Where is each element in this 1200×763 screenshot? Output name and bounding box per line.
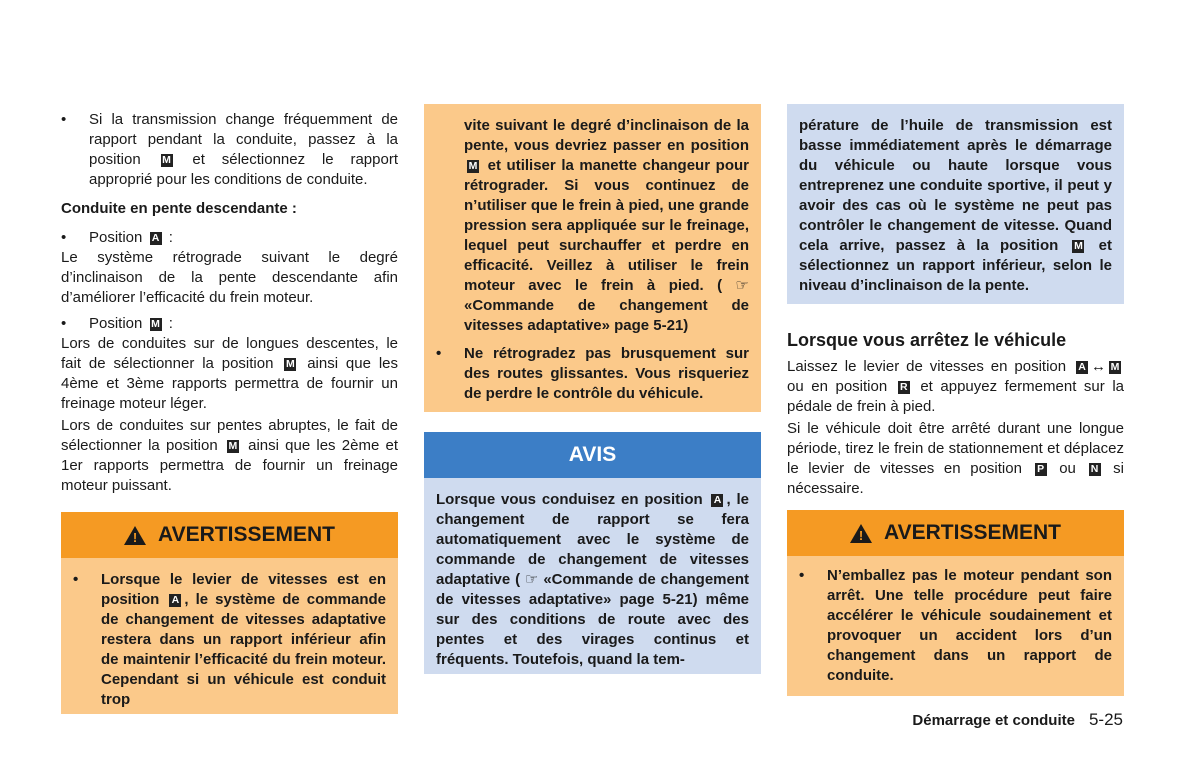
reference-icon: ☞ xyxy=(524,571,539,588)
notice-continued-text: pérature de l’huile de transmission est basse immédiatement après le démarrage du véhicule ou haute lorsque vous entreprenez une conduite sportive, il peut y avoir des cas où le système ne peut pas contrôler le changement de vitesse. Quand cela arrive, passez à la position M et sélectionnez un rapport inférieur, selon le niveau d’inclinaison de la pente. xyxy=(799,117,1112,294)
warning-text: • N’emballez pas le moteur pendant son arrêt. Une telle procédure peut faire accélérer le véhicule soudainement et provoquer un accident lors d’un changement dans un rapport de conduite. xyxy=(799,566,1112,686)
warning-continued xyxy=(424,104,761,412)
notice-banner xyxy=(424,432,761,478)
column-right xyxy=(787,104,1124,696)
warning-title: AVERTISSEMENT xyxy=(884,521,1061,544)
page-footer xyxy=(890,710,1123,730)
gear-key-a: A xyxy=(711,494,723,507)
section-heading-stop: Lorsque vous arrêtez le véhicule xyxy=(787,330,1067,350)
position-m-text-light: Lors de conduites sur de longues descentes, le fait de sélectionner la position M ainsi que les 4ème et 3ème rapports permettra de fournir un freinage moteur léger. xyxy=(61,335,398,412)
notice-box xyxy=(424,432,761,674)
warning-continued-text: vite suivant le degré d’inclinaison de la pente, vous devriez passer en position M et utiliser la manette changeur pour rétrograder. Si vous continuez de n’utiliser que le frein à pied, une grande pression sera appliquée sur le freinage, lequel peut surchauffer et perdre en efficacité. Veillez à utiliser le frein moteur avec le frein à pied. ( ☞ «Commande de changement de vitesses adaptative» page 5-21) xyxy=(464,117,749,334)
gear-key-m: M xyxy=(162,154,171,166)
gear-key-a: A xyxy=(1076,361,1088,374)
warning-box-left xyxy=(61,512,398,714)
gear-key-p: P xyxy=(1035,463,1047,476)
position-m-text-strong: Lors de conduites sur pentes abruptes, le fait de sélectionner la position M ainsi que les 2ème et 1er rapports permettra de fournir un freinage moteur puissant. xyxy=(61,417,399,494)
warning-triangle-icon: ! xyxy=(850,524,872,543)
stop-para-2: Si le véhicule doit être arrêté durant une longue période, tirez le frein de stationnement et déplacez le levier de vitesses en position P ou N si nécessaire. xyxy=(787,420,1124,497)
reference-icon: ☞ xyxy=(735,277,749,294)
warning-text: • Lorsque le levier de vitesses est en position A , le système de commande de changement de vitesses adaptative restera dans un rapport inférieur afin de maintenir l’efficacité du frein moteur. Cependant si un véhicule est conduit trop xyxy=(73,570,386,710)
notice-text: Lorsque vous conduisez en position A , le changement de rapport se fera automatiquement avec le système de commande de changement de vitesses adaptative ( ☞ «Commande de changement de vitesses adaptative» page 5-21) même sur des conditions de route avec des pentes et des virages continus et fréquents. Toutefois, quand la tem- xyxy=(436,491,749,668)
notice-title: AVIS xyxy=(568,443,617,466)
warning-banner xyxy=(61,512,398,558)
gear-key-m: M xyxy=(1074,240,1083,252)
stop-para-1: Laissez le levier de vitesses en position A ↔ M ou en position R et appuyez fermement sur la pédale de frein à pied. xyxy=(787,358,1124,415)
warning-body xyxy=(787,556,1124,696)
position-a-label: • Position A : xyxy=(61,228,398,248)
notice-body xyxy=(424,478,761,674)
gear-key-m: M xyxy=(228,440,238,452)
gear-key-m: M xyxy=(468,160,478,172)
notice-continued xyxy=(787,104,1124,304)
column-middle xyxy=(424,104,761,674)
position-a-text: Le système rétrograde suivant le degré d’inclinaison de la pente descendante afin d’améliorer l’efficacité du frein moteur. xyxy=(61,249,398,306)
warning-bullet-slippery: • Ne rétrogradez pas brusquement sur des routes glissantes. Vous risqueriez de perdre le contrôle du véhicule. xyxy=(436,344,749,404)
warning-title: AVERTISSEMENT xyxy=(158,523,335,546)
bullet-frequent-shift: • Si la transmission change fréquemment de rapport pendant la conduite, passez à la position M et sélectionnez le rapport approprié pour les conditions de conduite. xyxy=(61,110,398,190)
warning-banner xyxy=(787,510,1124,556)
page-number: 5-25 xyxy=(1088,710,1123,729)
gear-key-m: M xyxy=(285,358,295,370)
position-m-label: • Position M : xyxy=(61,314,398,334)
gear-key-a: A xyxy=(150,232,162,245)
column-left xyxy=(61,104,398,714)
warning-box-right xyxy=(787,510,1124,696)
gear-key-m: M xyxy=(1110,361,1120,373)
warning-triangle-icon: ! xyxy=(124,526,146,545)
section-heading-downhill: Conduite en pente descendante : xyxy=(61,200,297,217)
gear-key-a: A xyxy=(169,594,181,607)
gear-key-r: R xyxy=(898,381,910,394)
gear-key-n: N xyxy=(1089,463,1101,476)
footer-section-title: Démarrage et conduite xyxy=(912,712,1075,729)
warning-body xyxy=(61,558,398,714)
gear-key-m: M xyxy=(151,318,160,330)
